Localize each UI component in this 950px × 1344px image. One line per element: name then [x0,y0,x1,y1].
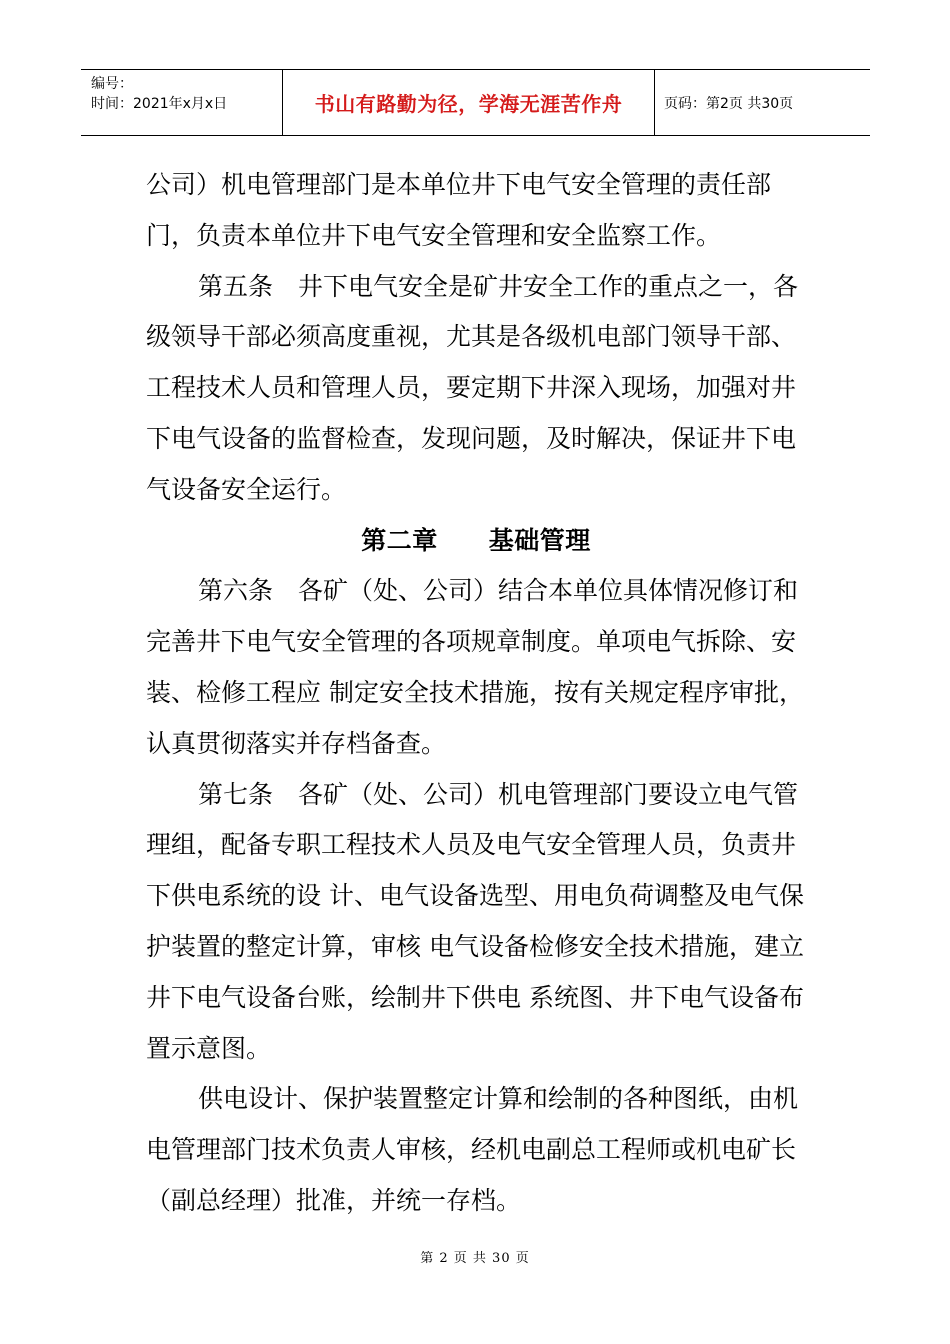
serial-label: 编号： [91,76,133,92]
paragraph-article-6: 第六条 各矿（处、公司）结合本单位具体情况修订和完善井下电气安全管理的各项规章制度。单项电气拆除、安装、检修工程应 制定安全技术措施，按有关规定程序审批，认真贯彻落实并存档备查。 [146,576,804,758]
header-page-info: 页码：第2页 共30页 [664,95,794,112]
paragraph-drawings: 供电设计、保护装置整定计算和绘制的各种图纸，由机电管理部门技术负责人审核，经机电副总工程师或机电矿长（副总经理）批准，并统一存档。 [146,1084,799,1215]
paragraph-article-7: 第七条 各矿（处、公司）机电管理部门要设立电气管理组，配备专职工程技术人员及电气安全管理人员，负责井下供电系统的设 计、电气设备选型、用电负荷调整及电气保护装置的整定计算，审核 电气设备检修安全技术措施，建立井下电气设备台账，绘制井下供电 系统图、井下电气设备布置示意图。 [146,779,804,1063]
page-header [81,69,870,136]
paragraph-continuation: 公司）机电管理部门是本单位井下电气安全管理的责任部门，负责本单位井下电气安全管理和安全监察工作。 [146,170,772,250]
document-body [146,160,806,1227]
paragraph-article-5: 第五条 井下电气安全是矿井安全工作的重点之一，各级领导干部必须高度重视，尤其是各级机电部门领导干部、工程技术人员和管理人员，要定期下井深入现场，加强对井下电气设备的监督检查，发现问题，及时解决，保证井下电气设备安全运行。 [146,271,799,504]
chapter-heading: 第二章 基础管理 [361,525,591,555]
page-footer: 第 2 页 共 30 页 [420,1251,530,1266]
time-label: 时间：2021年x月x日 [91,96,228,112]
header-motto: 书山有路勤为径，学海无涯苦作舟 [282,70,655,135]
header-meta [81,70,282,135]
